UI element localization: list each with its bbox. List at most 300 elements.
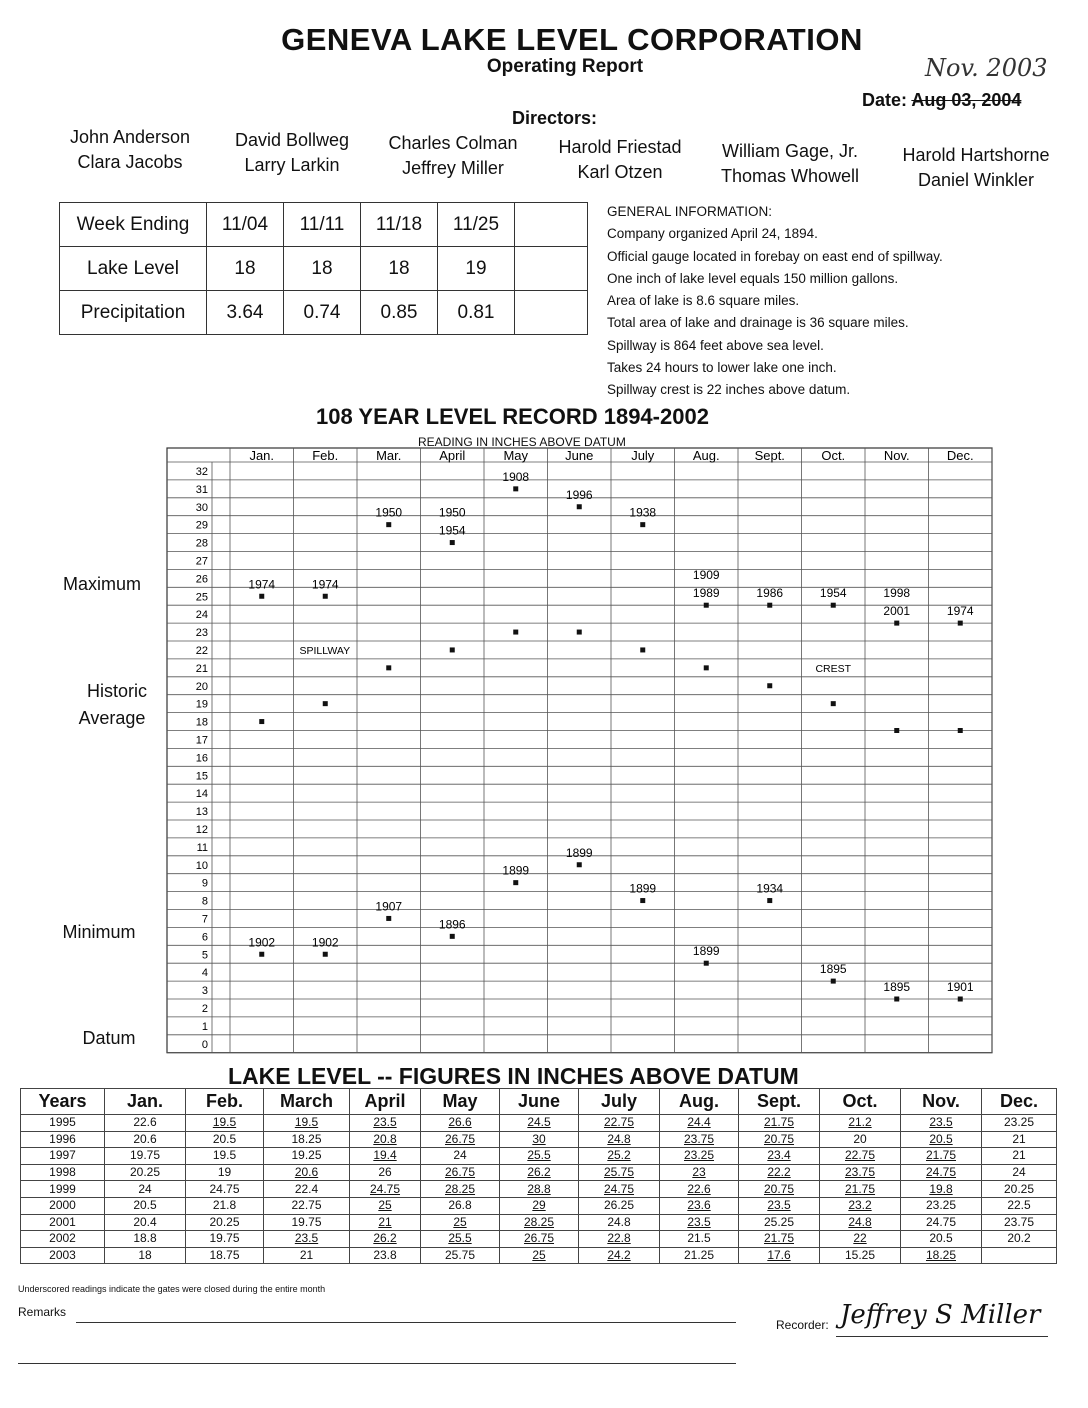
- level-cell: [264, 1247, 350, 1264]
- row-number: 4: [201, 967, 208, 980]
- row-number: 1: [201, 1020, 208, 1033]
- cell-value: 26.2: [373, 1231, 397, 1246]
- cell-value: 15.25: [844, 1248, 876, 1263]
- remarks-line: [76, 1322, 736, 1323]
- row-number: 2: [201, 1002, 208, 1015]
- cell-value: 22.2: [767, 1165, 791, 1180]
- minimum-label: Minimum: [62, 922, 136, 942]
- level-cell: [901, 1115, 982, 1132]
- cell-value: 18.8: [133, 1231, 157, 1246]
- cell-value: 23.2: [848, 1198, 872, 1213]
- month-header: Sept.: [754, 448, 785, 463]
- year-label: 1996: [565, 487, 593, 502]
- month-header: Jan.: [249, 448, 275, 463]
- level-cell: [739, 1131, 820, 1148]
- maximum-label: Maximum: [62, 574, 141, 594]
- crest-annotation: CREST: [815, 662, 852, 675]
- level-cell: [421, 1247, 500, 1264]
- cell-value: 20.2: [1007, 1231, 1031, 1246]
- remarks-label: Remarks: [18, 1305, 67, 1319]
- level-cell: [901, 1131, 982, 1148]
- level-cell: [982, 1148, 1057, 1165]
- row-number: 0: [201, 1038, 208, 1051]
- level-cell: [500, 1131, 579, 1148]
- general-info-title: GENERAL INFORMATION:: [607, 204, 773, 219]
- cell-value: 25.25: [763, 1214, 795, 1229]
- cell-value: 19.5: [212, 1148, 237, 1163]
- column-header: June: [500, 1089, 579, 1115]
- cell-value: 21.25: [683, 1248, 715, 1263]
- cell-value: 1997: [49, 1148, 76, 1163]
- week-cell: 11/04: [207, 203, 284, 247]
- cell-value: 2000: [49, 1198, 76, 1213]
- year-label: 1989: [692, 586, 720, 601]
- recorder-line: [836, 1336, 1048, 1337]
- level-cell: [421, 1115, 500, 1132]
- cell-value: 23.6: [687, 1198, 711, 1213]
- cell-value: 24.8: [607, 1214, 631, 1229]
- maximum-point: [640, 522, 645, 527]
- week-ending-label: Week Ending: [60, 203, 207, 247]
- level-cell: [186, 1115, 264, 1132]
- cell-value: 20.5: [929, 1131, 953, 1146]
- cell-value: 24.2: [607, 1248, 631, 1263]
- cell-value: 20.75: [763, 1181, 795, 1196]
- level-cell: [579, 1231, 660, 1248]
- levels-table-title: LAKE LEVEL -- FIGURES IN INCHES ABOVE DATUM: [228, 1063, 799, 1089]
- level-cell: [350, 1131, 421, 1148]
- cell-value: 26.6: [448, 1115, 472, 1130]
- minimum-point: [513, 880, 518, 885]
- cell-value: 24.4: [687, 1115, 711, 1130]
- director-name: Jeffrey Miller: [402, 158, 504, 178]
- row-number: 29: [195, 519, 208, 532]
- table-body: [21, 1115, 1057, 1264]
- level-cell: [820, 1197, 901, 1214]
- row-number: 18: [195, 716, 208, 729]
- level-cell: [982, 1214, 1057, 1231]
- level-cell: [105, 1115, 186, 1132]
- column-header: Dec.: [982, 1089, 1057, 1115]
- maximum-point: [450, 540, 455, 545]
- cell-value: 24.75: [925, 1214, 957, 1229]
- level-cell: [105, 1181, 186, 1198]
- table-row: [21, 1115, 1057, 1132]
- year-cell: [21, 1247, 105, 1264]
- level-cell: [500, 1181, 579, 1198]
- handwritten-date: Nov. 2003: [925, 54, 1048, 82]
- level-cell: [820, 1115, 901, 1132]
- row-number: 3: [201, 985, 208, 998]
- month-header: Aug.: [692, 448, 720, 463]
- cell-value: 23.5: [767, 1198, 791, 1213]
- level-cell: 18: [361, 247, 438, 291]
- cell-value: 23: [692, 1165, 706, 1180]
- week-cell: 11/25: [438, 203, 515, 247]
- cell-value: 20: [853, 1131, 867, 1146]
- level-cell: [901, 1181, 982, 1198]
- table-row: [21, 1247, 1057, 1264]
- level-cell: [982, 1231, 1057, 1248]
- level-cell: [186, 1164, 264, 1181]
- row-number: 15: [195, 770, 208, 783]
- year-label: 1908: [502, 469, 530, 484]
- level-cell: [739, 1231, 820, 1248]
- cell-value: 24.75: [603, 1181, 635, 1196]
- column-header: Feb.: [186, 1089, 264, 1115]
- year-label: 1954: [438, 523, 466, 538]
- month-header: July: [631, 448, 655, 463]
- cell-value: 1996: [49, 1131, 76, 1146]
- cell-value: 20.25: [1003, 1181, 1035, 1196]
- year-label: 1950: [375, 505, 403, 520]
- level-cell: [579, 1181, 660, 1198]
- level-cell: [500, 1148, 579, 1165]
- row-number: 32: [195, 465, 208, 478]
- cell-value: 24: [1012, 1165, 1026, 1180]
- cell-value: 21.75: [763, 1115, 795, 1130]
- month-header: Dec.: [946, 448, 974, 463]
- cell-value: 19: [217, 1165, 232, 1180]
- table-row: [21, 1131, 1057, 1148]
- minimum-point: [704, 961, 709, 966]
- year-label: 1902: [248, 935, 276, 950]
- row-number: 22: [195, 644, 208, 657]
- director-name: Thomas Whowell: [720, 166, 860, 186]
- cell-value: 19.5: [294, 1115, 319, 1130]
- level-cell: [820, 1131, 901, 1148]
- level-cell: [500, 1197, 579, 1214]
- level-cell: [186, 1148, 264, 1165]
- year-cell: [21, 1115, 105, 1132]
- year-label: 1901: [946, 980, 974, 994]
- row-number: 9: [201, 877, 208, 890]
- average-point: [894, 728, 899, 733]
- level-cell: [579, 1214, 660, 1231]
- level-cell: [264, 1197, 350, 1214]
- maximum-point: [894, 621, 899, 626]
- row-number: 20: [195, 680, 208, 693]
- director-name: Clara Jacobs: [77, 152, 183, 172]
- minimum-point: [640, 898, 645, 903]
- cell-value: 23.8: [373, 1248, 397, 1263]
- cell-value: 26: [378, 1165, 392, 1180]
- cell-value: 22.75: [291, 1198, 322, 1213]
- cell-value: 23.75: [1003, 1214, 1035, 1229]
- precipitation-label: Precipitation: [60, 291, 207, 335]
- director-name: Karl Otzen: [577, 162, 663, 182]
- director-name: Harold Hartshorne: [902, 145, 1050, 165]
- chart-title: 108 YEAR LEVEL RECORD 1894-2002: [316, 404, 709, 429]
- year-label: 1974: [311, 577, 339, 592]
- cell-value: 25.5: [527, 1148, 551, 1163]
- cell-value: 22: [853, 1231, 867, 1246]
- cell-value: 20.5: [212, 1131, 237, 1146]
- maximum-point: [259, 594, 264, 599]
- level-cell: [350, 1231, 421, 1248]
- level-cell: [500, 1115, 579, 1132]
- year-label: 1895: [819, 962, 847, 977]
- cell-value: 25: [378, 1198, 392, 1213]
- level-cell: [105, 1148, 186, 1165]
- row-number: 24: [195, 609, 208, 622]
- month-header: May: [503, 448, 529, 463]
- level-cell: [350, 1148, 421, 1165]
- cell-value: 24.75: [209, 1181, 240, 1196]
- level-cell: [579, 1197, 660, 1214]
- cell-value: 18: [138, 1248, 152, 1263]
- cell-value: 22.75: [844, 1148, 876, 1163]
- general-info-line: One inch of lake level equals 150 million gallons.: [607, 270, 899, 286]
- row-number: 27: [195, 555, 208, 568]
- year-cell: [21, 1231, 105, 1248]
- level-cell: [660, 1247, 739, 1264]
- date-struck: Aug 03, 2004: [911, 90, 1022, 110]
- cell-value: 23.5: [373, 1115, 397, 1130]
- level-cell: [820, 1164, 901, 1181]
- cell-value: 26.75: [444, 1131, 476, 1146]
- cell-value: 21.8: [212, 1198, 237, 1213]
- cell-value: 21.75: [763, 1231, 795, 1246]
- general-info-line: Area of lake is 8.6 square miles.: [607, 293, 800, 309]
- row-number: 11: [196, 841, 208, 854]
- row-number: 8: [201, 895, 208, 908]
- spillway-annotation: SPILLWAY: [299, 644, 351, 657]
- row-number: 10: [195, 859, 208, 872]
- director-name: Larry Larkin: [244, 155, 340, 175]
- level-cell: [901, 1247, 982, 1264]
- level-cell: [660, 1131, 739, 1148]
- column-header: Oct.: [820, 1089, 901, 1115]
- precip-cell: 3.64: [207, 291, 284, 335]
- year-label: 1899: [502, 863, 530, 878]
- cell-value: 23.75: [844, 1165, 876, 1180]
- level-cell: [579, 1164, 660, 1181]
- week-cell: 11/11: [284, 203, 361, 247]
- year-label: 1938: [629, 505, 657, 520]
- directors-heading: Directors:: [512, 108, 598, 128]
- year-label: 1899: [629, 881, 657, 896]
- year-cell: [21, 1197, 105, 1214]
- level-cell: [421, 1181, 500, 1198]
- level-cell: [105, 1214, 186, 1231]
- director-name: Daniel Winkler: [917, 170, 1035, 190]
- cell-value: 19.75: [129, 1148, 161, 1163]
- cell-value: 23.5: [294, 1231, 319, 1246]
- recorder-label: Recorder:: [776, 1318, 829, 1332]
- row-number: 12: [195, 823, 208, 836]
- level-cell: [421, 1214, 500, 1231]
- level-cell: [579, 1148, 660, 1165]
- level-cell: [421, 1148, 500, 1165]
- average-point: [577, 630, 582, 635]
- level-cell: [264, 1131, 350, 1148]
- year-label: 1934: [756, 881, 784, 896]
- row-number: 7: [201, 913, 208, 926]
- row-number: 5: [201, 949, 208, 962]
- cell-value: 18.75: [209, 1248, 240, 1263]
- datum-label: Datum: [82, 1028, 136, 1048]
- cell-value: 21.75: [844, 1181, 876, 1196]
- row-number: 21: [195, 662, 208, 675]
- column-header: July: [579, 1089, 660, 1115]
- month-header: Nov.: [883, 448, 910, 463]
- precip-cell: 0.81: [438, 291, 515, 335]
- level-cell: [186, 1214, 264, 1231]
- level-cell: [739, 1148, 820, 1165]
- level-cell: [982, 1197, 1057, 1214]
- row-number: 14: [195, 788, 208, 801]
- month-header: April: [439, 448, 466, 463]
- year-label: 1896: [438, 917, 466, 932]
- year-cell: [21, 1148, 105, 1165]
- average-point: [831, 701, 836, 706]
- level-cell: [739, 1197, 820, 1214]
- level-cell: [901, 1197, 982, 1214]
- cell-value: 28.25: [523, 1214, 555, 1229]
- cell-value: 18.25: [291, 1131, 322, 1146]
- average-point: [450, 647, 455, 652]
- cell-value: 19.75: [291, 1214, 322, 1229]
- year-label: 1998: [883, 586, 911, 601]
- year-label: 1909: [692, 568, 720, 583]
- year-cell: [21, 1214, 105, 1231]
- cell-value: 20.25: [209, 1214, 240, 1229]
- table-row: [21, 1197, 1057, 1214]
- cell-value: 22.6: [687, 1181, 711, 1196]
- cell-value: 20.5: [929, 1231, 953, 1246]
- cell-value: 24.5: [527, 1115, 551, 1130]
- level-cell: [901, 1231, 982, 1248]
- month-header: June: [565, 448, 594, 463]
- report-subtitle: Operating Report: [486, 56, 644, 77]
- average-point: [958, 728, 963, 733]
- average-point: [704, 665, 709, 670]
- level-cell: [739, 1181, 820, 1198]
- cell-value: 2003: [49, 1248, 76, 1263]
- level-cell: [186, 1181, 264, 1198]
- table-row: [21, 1164, 1057, 1181]
- cell-value: 22.8: [607, 1231, 631, 1246]
- lake-level-table: [20, 1088, 1057, 1264]
- cell-value: 25: [453, 1214, 467, 1229]
- cell-value: 23.25: [1003, 1115, 1035, 1130]
- cell-value: 28.25: [444, 1181, 476, 1196]
- level-cell: [820, 1181, 901, 1198]
- cell-value: 26.2: [527, 1165, 551, 1180]
- cell-value: 22.5: [1007, 1198, 1031, 1213]
- cell-value: 21: [299, 1248, 314, 1263]
- general-info-line: Company organized April 24, 1894.: [607, 226, 818, 242]
- level-cell: [421, 1231, 500, 1248]
- historic-label: Historic: [86, 681, 147, 701]
- level-cell: [105, 1247, 186, 1264]
- year-label: 1895: [883, 980, 911, 994]
- cell-value: 1998: [49, 1165, 76, 1180]
- date-label: Date:: [862, 90, 908, 110]
- cell-value: 23.25: [683, 1148, 715, 1163]
- row-number: 6: [201, 931, 208, 944]
- level-cell: [186, 1247, 264, 1264]
- cell-value: 21: [1012, 1148, 1026, 1163]
- year-label: 1950: [438, 505, 466, 520]
- level-cell: [660, 1181, 739, 1198]
- level-cell: [264, 1164, 350, 1181]
- chart-frame: [167, 448, 992, 1053]
- level-cell: [660, 1231, 739, 1248]
- level-cell: [982, 1164, 1057, 1181]
- level-cell: [350, 1181, 421, 1198]
- level-cell: [660, 1214, 739, 1231]
- level-cell: 19: [438, 247, 515, 291]
- level-cell: [264, 1181, 350, 1198]
- level-cell: [982, 1181, 1057, 1198]
- cell-value: 24: [453, 1148, 467, 1163]
- cell-value: 22.6: [133, 1115, 157, 1130]
- row-number: 31: [195, 483, 208, 496]
- cell-value: 21: [378, 1214, 392, 1229]
- level-cell: [739, 1214, 820, 1231]
- cell-value: 25.2: [607, 1148, 631, 1163]
- report-title: GENEVA LAKE LEVEL CORPORATION: [281, 22, 863, 57]
- table-header-row: [21, 1089, 1057, 1115]
- cell-value: 25.75: [603, 1165, 635, 1180]
- level-cell: [105, 1131, 186, 1148]
- level-cell: [500, 1214, 579, 1231]
- row-number: 13: [195, 806, 208, 819]
- level-cell: [500, 1164, 579, 1181]
- cell-value: 2001: [49, 1214, 76, 1229]
- minimum-point: [323, 952, 328, 957]
- row-number: 25: [195, 591, 208, 604]
- row-number: 23: [195, 627, 208, 640]
- cell-value: 19.4: [373, 1148, 397, 1163]
- level-cell: [105, 1197, 186, 1214]
- column-header: March: [264, 1089, 350, 1115]
- level-cell: [901, 1148, 982, 1165]
- year-cell: [21, 1131, 105, 1148]
- cell-value: 19.5: [212, 1115, 237, 1130]
- general-info-line: Spillway crest is 22 inches above datum.: [607, 382, 851, 398]
- director-name: David Bollweg: [234, 130, 350, 150]
- maximum-point: [704, 603, 709, 608]
- cell-value: 18.25: [925, 1248, 957, 1263]
- level-cell: [350, 1197, 421, 1214]
- cell-value: 23.75: [683, 1131, 715, 1146]
- level-cell: [500, 1231, 579, 1248]
- table-row: [21, 1231, 1057, 1248]
- level-cell: [264, 1115, 350, 1132]
- level-cell: [421, 1197, 500, 1214]
- minimum-point: [894, 997, 899, 1002]
- cell-value: 19.75: [209, 1231, 240, 1246]
- average-point: [259, 719, 264, 724]
- column-header: Years: [21, 1089, 105, 1115]
- level-cell: [660, 1164, 739, 1181]
- maximum-point: [958, 621, 963, 626]
- table-row: [21, 1148, 1057, 1165]
- cell-value: 24: [138, 1181, 152, 1196]
- precip-cell: 0.85: [361, 291, 438, 335]
- general-info-line: Total area of lake and drainage is 36 square miles.: [607, 315, 909, 331]
- month-header: Mar.: [376, 448, 402, 463]
- cell-value: 23.5: [687, 1214, 711, 1229]
- lake-level-label: Lake Level: [60, 247, 207, 291]
- level-cell: [820, 1247, 901, 1264]
- average-point: [640, 647, 645, 652]
- chart-subtitle: READING IN INCHES ABOVE DATUM: [418, 435, 626, 449]
- cell-value: 1995: [49, 1115, 76, 1130]
